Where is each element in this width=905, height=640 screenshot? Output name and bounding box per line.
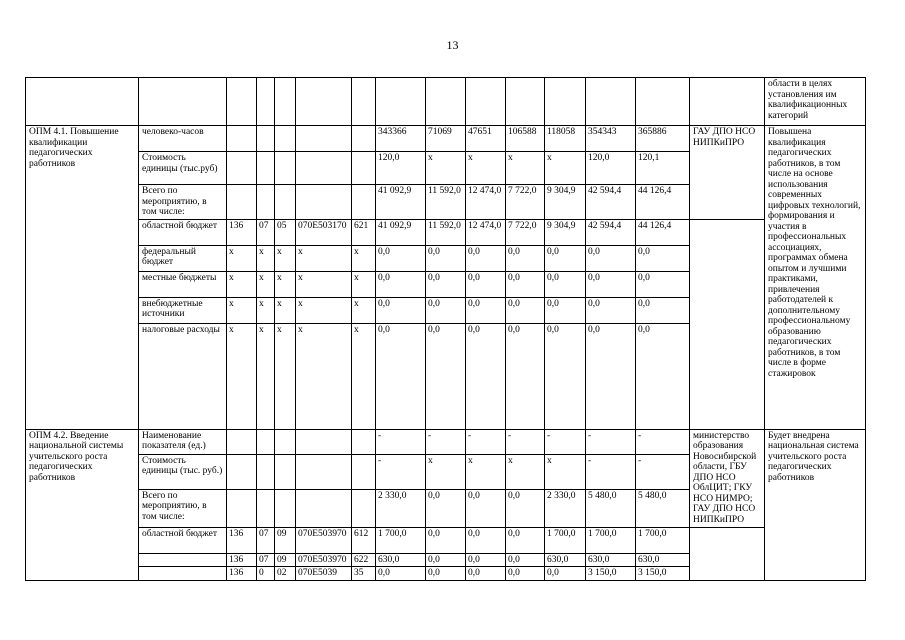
code-cell: 612 [352, 527, 376, 553]
code-cell: х [352, 271, 376, 297]
value-cell: х [506, 152, 545, 185]
indicator-name: Всего по мероприятию, в том числе: [139, 185, 227, 220]
value-cell: 0,0 [545, 567, 586, 581]
code-cell [227, 185, 257, 220]
table-row [26, 527, 866, 553]
measure-cell [26, 78, 139, 126]
code-cell: 070Е5039 [296, 567, 352, 581]
value-cell: - [636, 454, 690, 489]
value-cell: 11 592,0 [426, 219, 466, 245]
value-cell: 0,0 [466, 567, 506, 581]
code-cell [257, 489, 275, 527]
indicator-name: федеральный бюджет [139, 245, 227, 271]
code-cell: 622 [352, 553, 376, 567]
value-cell: 41 092,9 [376, 219, 426, 245]
value-cell: - [426, 429, 466, 454]
indicator-name: Стоимость единицы (тыс.руб) [139, 152, 227, 185]
value-cell: 7 722,0 [506, 219, 545, 245]
code-cell: х [296, 271, 352, 297]
code-cell: 35 [352, 567, 376, 581]
value-cell: 630,0 [586, 553, 636, 567]
value-cell: 0,0 [636, 245, 690, 271]
executor-cell-cont [690, 219, 765, 429]
value-cell: 5 480,0 [586, 489, 636, 527]
executor-cell [690, 78, 765, 126]
code-cell: 136 [227, 219, 257, 245]
code-cell [352, 78, 376, 126]
value-cell: х [545, 152, 586, 185]
code-cell [227, 126, 257, 152]
value-cell: 0,0 [426, 489, 466, 527]
code-cell: х [275, 245, 296, 271]
value-cell: 0,0 [506, 489, 545, 527]
value-cell: 0,0 [586, 271, 636, 297]
code-cell [257, 78, 275, 126]
value-cell: 2 330,0 [376, 489, 426, 527]
indicator-name: местные бюджеты [139, 271, 227, 297]
result-cell: Повышена квалификация педагогических работников, в том числе на основе использования современных цифровых технологий, формирования и участия в профессиональных ассоциациях, программах обмена опытом и лучшими практиками, привлечения работодателей к дополнительному профессиональному образованию педагогических работников, в том числе в форме стажировок [765, 126, 866, 430]
code-cell: 070Е503970 [296, 553, 352, 567]
code-cell: 0 [257, 567, 275, 581]
value-cell: х [545, 454, 586, 489]
value-cell: - [545, 429, 586, 454]
measure-title: ОПМ 4.1. Повышение квалификации педагогических работников [26, 126, 139, 430]
value-cell: х [426, 152, 466, 185]
code-cell [352, 152, 376, 185]
value-cell: 44 126,4 [636, 219, 690, 245]
code-cell: х [296, 323, 352, 429]
value-cell: 44 126,4 [636, 185, 690, 220]
code-cell: 09 [275, 527, 296, 553]
code-cell [257, 454, 275, 489]
code-cell [227, 489, 257, 527]
value-cell: 0,0 [376, 567, 426, 581]
value-cell: 0,0 [376, 297, 426, 323]
indicator-name: человеко-часов [139, 126, 227, 152]
value-cell: 630,0 [545, 553, 586, 567]
value-cell: 0,0 [545, 245, 586, 271]
code-cell: х [257, 271, 275, 297]
value-cell: 630,0 [636, 553, 690, 567]
value-cell: - [376, 429, 426, 454]
indicator-name [139, 553, 227, 567]
value-cell: 630,0 [376, 553, 426, 567]
value-cell: 0,0 [426, 567, 466, 581]
code-cell [352, 185, 376, 220]
code-cell [352, 429, 376, 454]
value-cell: 0,0 [466, 323, 506, 429]
value-cell: 0,0 [636, 297, 690, 323]
code-cell: х [296, 245, 352, 271]
code-cell: 070Е503970 [296, 527, 352, 553]
value-cell: 0,0 [506, 323, 545, 429]
table-body [26, 78, 866, 581]
code-cell: х [227, 297, 257, 323]
indicator-name: внебюджетные источники [139, 297, 227, 323]
code-cell [296, 78, 352, 126]
indicator-name: налоговые расходы [139, 323, 227, 429]
value-cell: 0,0 [466, 271, 506, 297]
executor-cell-cont [690, 527, 765, 580]
value-cell: 0,0 [586, 245, 636, 271]
code-cell [352, 489, 376, 527]
indicator-name: Наименование показателя (ед.) [139, 429, 227, 454]
measure-title: ОПМ 4.2. Введение национальной системы учительского роста педагогических работников [26, 429, 139, 580]
value-cell: 0,0 [506, 527, 545, 553]
value-cell [545, 78, 586, 126]
code-cell: х [257, 323, 275, 429]
code-cell: 09 [275, 553, 296, 567]
value-cell: 42 594,4 [586, 185, 636, 220]
value-cell: 0,0 [376, 271, 426, 297]
value-cell: 0,0 [466, 489, 506, 527]
indicator-name: областной бюджет [139, 219, 227, 245]
code-cell: 621 [352, 219, 376, 245]
code-cell [275, 126, 296, 152]
value-cell: 120,0 [376, 152, 426, 185]
value-cell: 47651 [466, 126, 506, 152]
code-cell [227, 78, 257, 126]
executor-cell: ГАУ ДПО НСО НИПКиПРО [690, 126, 765, 220]
program-table [25, 77, 866, 581]
value-cell [506, 78, 545, 126]
value-cell: 0,0 [506, 271, 545, 297]
value-cell: 0,0 [506, 567, 545, 581]
value-cell: 0,0 [426, 245, 466, 271]
value-cell: 0,0 [376, 245, 426, 271]
code-cell: х [275, 323, 296, 429]
value-cell: 0,0 [545, 271, 586, 297]
code-cell [352, 454, 376, 489]
value-cell: 0,0 [466, 297, 506, 323]
code-cell: х [352, 245, 376, 271]
code-cell [227, 454, 257, 489]
value-cell: 118058 [545, 126, 586, 152]
indicator-name: Всего по мероприятию, в том числе: [139, 489, 227, 527]
value-cell: - [376, 454, 426, 489]
value-cell: - [586, 429, 636, 454]
value-cell: 71069 [426, 126, 466, 152]
value-cell: 1 700,0 [376, 527, 426, 553]
code-cell [296, 152, 352, 185]
indicator-name: Стоимость единицы (тыс. руб.) [139, 454, 227, 489]
value-cell: 42 594,4 [586, 219, 636, 245]
indicator-name: областной бюджет [139, 527, 227, 553]
value-cell [426, 78, 466, 126]
code-cell [275, 78, 296, 126]
value-cell: х [506, 454, 545, 489]
code-cell [296, 126, 352, 152]
code-cell: 07 [257, 527, 275, 553]
code-cell [227, 152, 257, 185]
value-cell: 120,1 [636, 152, 690, 185]
value-cell: 41 092,9 [376, 185, 426, 220]
code-cell [296, 185, 352, 220]
code-cell [296, 489, 352, 527]
value-cell: 2 330,0 [545, 489, 586, 527]
value-cell: - [636, 429, 690, 454]
code-cell: 02 [275, 567, 296, 581]
value-cell: - [586, 454, 636, 489]
value-cell: 0,0 [545, 297, 586, 323]
table-row-continuation [26, 78, 866, 126]
code-cell: х [275, 297, 296, 323]
indicator-cell [139, 78, 227, 126]
value-cell: 3 150,0 [636, 567, 690, 581]
value-cell: 0,0 [426, 553, 466, 567]
value-cell: 1 700,0 [586, 527, 636, 553]
value-cell: х [466, 454, 506, 489]
value-cell: 11 592,0 [426, 185, 466, 220]
indicator-name [139, 567, 227, 581]
value-cell: 0,0 [506, 297, 545, 323]
value-cell: 7 722,0 [506, 185, 545, 220]
value-cell: 9 304,9 [545, 219, 586, 245]
value-cell: 3 150,0 [586, 567, 636, 581]
value-cell [376, 78, 426, 126]
code-cell [275, 429, 296, 454]
value-cell: 0,0 [636, 271, 690, 297]
value-cell: 1 700,0 [545, 527, 586, 553]
value-cell: 0,0 [586, 323, 636, 429]
table-row [26, 126, 866, 152]
code-cell [296, 454, 352, 489]
code-cell: 136 [227, 567, 257, 581]
code-cell [275, 185, 296, 220]
code-cell: х [275, 271, 296, 297]
code-cell [296, 429, 352, 454]
code-cell [275, 152, 296, 185]
value-cell: 365886 [636, 126, 690, 152]
value-cell: 0,0 [586, 297, 636, 323]
code-cell: х [227, 245, 257, 271]
code-cell: х [257, 245, 275, 271]
code-cell: 07 [257, 553, 275, 567]
value-cell: 5 480,0 [636, 489, 690, 527]
code-cell [227, 429, 257, 454]
value-cell: 0,0 [466, 527, 506, 553]
value-cell: 106588 [506, 126, 545, 152]
code-cell: 136 [227, 527, 257, 553]
table-row [26, 219, 866, 245]
code-cell [352, 126, 376, 152]
code-cell: х [227, 271, 257, 297]
value-cell: 0,0 [426, 527, 466, 553]
code-cell: 05 [275, 219, 296, 245]
value-cell: 0,0 [636, 323, 690, 429]
value-cell: 12 474,0 [466, 185, 506, 220]
value-cell: 0,0 [426, 297, 466, 323]
page-number: 13 [446, 38, 459, 52]
value-cell: 1 700,0 [636, 527, 690, 553]
code-cell: 136 [227, 553, 257, 567]
value-cell: 0,0 [466, 553, 506, 567]
code-cell: х [352, 297, 376, 323]
value-cell: х [466, 152, 506, 185]
value-cell: 0,0 [466, 245, 506, 271]
result-cell: области в целях установления им квалификационных категорий [765, 78, 866, 126]
value-cell: 9 304,9 [545, 185, 586, 220]
table-row [26, 429, 866, 454]
result-cell: Будет внедрена национальная система учительского роста педагогических работников [765, 429, 866, 580]
value-cell [466, 78, 506, 126]
value-cell: 0,0 [426, 323, 466, 429]
code-cell: х [227, 323, 257, 429]
code-cell: 07 [257, 219, 275, 245]
value-cell: 0,0 [506, 553, 545, 567]
code-cell [257, 429, 275, 454]
value-cell: 12 474,0 [466, 219, 506, 245]
value-cell [586, 78, 636, 126]
code-cell: 070Е503170 [296, 219, 352, 245]
value-cell: 120,0 [586, 152, 636, 185]
code-cell [257, 126, 275, 152]
value-cell: - [506, 429, 545, 454]
value-cell: 0,0 [545, 323, 586, 429]
value-cell: 343366 [376, 126, 426, 152]
code-cell: х [257, 297, 275, 323]
value-cell: х [426, 454, 466, 489]
value-cell: - [466, 429, 506, 454]
code-cell [275, 489, 296, 527]
code-cell [275, 454, 296, 489]
value-cell: 0,0 [506, 245, 545, 271]
code-cell [257, 185, 275, 220]
code-cell: х [352, 323, 376, 429]
value-cell: 354343 [586, 126, 636, 152]
value-cell: 0,0 [376, 323, 426, 429]
executor-cell: министерство образования Новосибирской области, ГБУ ДПО НСО ОблЦИТ; ГКУ НСО НИМРО; ГАУ ДПО НСО НИПКиПРО [690, 429, 765, 527]
value-cell: 0,0 [426, 271, 466, 297]
code-cell: х [296, 297, 352, 323]
code-cell [257, 152, 275, 185]
value-cell [636, 78, 690, 126]
